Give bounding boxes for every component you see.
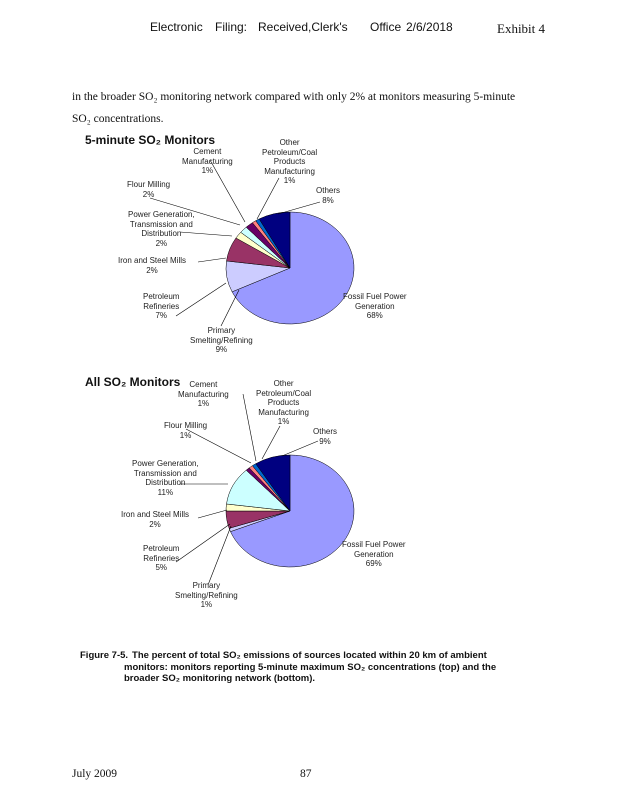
body-line-1: in the broader SO₂ monitoring network compared with only 2% at monitors measuring 5-minute <box>72 91 516 103</box>
leader-line-top-others <box>278 202 320 214</box>
label-bottom-smelting: Primary Smelting/Refining 1% <box>175 581 238 609</box>
header-exhibit: Exhibit 4 <box>497 21 546 36</box>
header-date: 2/6/2018 <box>406 20 453 34</box>
label-top-flour: Flour Milling 2% <box>127 180 171 199</box>
label-top-smelting: Primary Smelting/Refining 9% <box>190 326 253 354</box>
label-top-iron: Iron and Steel Mills 2% <box>118 256 187 275</box>
label-top-other-petroleum: Other Petroleum/Coal Products Manufacturing 1% <box>262 138 318 185</box>
label-top-petroleum: Petroleum Refineries 7% <box>143 292 180 320</box>
leader-line-top-petroleum <box>176 283 226 316</box>
footer-date: July 2009 <box>72 768 118 780</box>
label-bottom-others: Others 9% <box>313 427 338 446</box>
header-electronic: Electronic <box>150 20 203 34</box>
footer-page-number: 87 <box>300 768 312 780</box>
label-bottom-flour: Flour Milling 1% <box>164 421 208 440</box>
chart-title-top: 5-minute SO₂ Monitors <box>85 133 216 147</box>
label-top-power: Power Generation, Transmission and Distribution 2% <box>128 210 195 248</box>
leader-line-bottom-other_petro <box>262 426 280 459</box>
header-filing: Filing: <box>215 20 248 34</box>
label-bottom-cement: Cement Manufacturing 1% <box>178 380 229 408</box>
figure-caption <box>80 650 540 685</box>
caption-text-1: The percent of total SO₂ emissions of sources located within 20 km of ambient <box>132 650 487 661</box>
label-top-cement: Cement Manufacturing 1% <box>182 147 233 175</box>
leader-line-top-smelting <box>221 290 239 326</box>
label-top-others: Others 8% <box>316 186 341 205</box>
label-bottom-fossil: Fossil Fuel Power Generation 69% <box>342 540 406 568</box>
label-bottom-petroleum: Petroleum Refineries 5% <box>143 544 180 572</box>
leader-line-bottom-smelting <box>208 526 231 585</box>
header-office: Office <box>370 20 402 34</box>
caption-text-3: broader SO₂ monitoring network (bottom). <box>124 673 316 684</box>
caption-text-2: monitors: monitors reporting 5-minute maximum SO₂ concentrations (top) and the <box>124 661 497 673</box>
body-line-2: SO₂ concentrations. <box>72 113 164 125</box>
label-bottom-iron: Iron and Steel Mills 2% <box>121 510 190 529</box>
label-top-fossil: Fossil Fuel Power Generation 68% <box>343 292 407 320</box>
leader-line-top-iron <box>198 258 226 262</box>
header-received: Received,Clerk's <box>258 20 348 34</box>
caption-number: Figure 7-5. <box>80 650 129 661</box>
label-bottom-other-petroleum: Other Petroleum/Coal Products Manufacturing 1% <box>256 379 312 426</box>
leader-line-bottom-petroleum <box>176 524 230 562</box>
leader-line-bottom-cement <box>243 394 256 461</box>
leader-line-bottom-iron <box>198 510 227 518</box>
chart-title-bottom: All SO₂ Monitors <box>85 375 181 389</box>
label-bottom-power: Power Generation, Transmission and Distribution 11% <box>132 459 199 497</box>
